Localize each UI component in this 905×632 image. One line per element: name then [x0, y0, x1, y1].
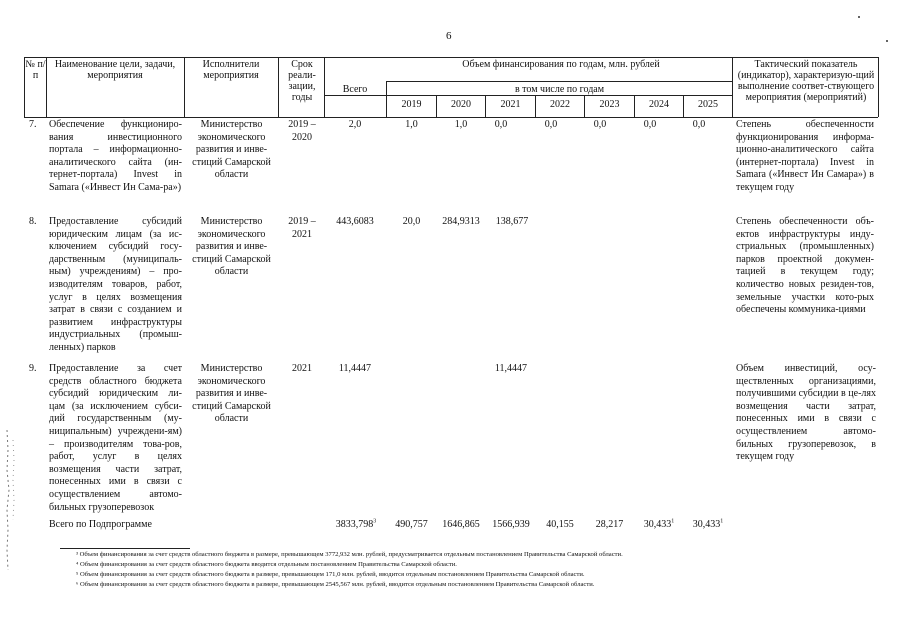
footnote: ⁵ Объем финансирования за счет средств областного бюджета в размере, превышающем 171,0 млн. рублей, вводится отдельным постановлением Правительства Самарской области. [76, 571, 585, 578]
header-year-2022: 2022 [550, 99, 570, 110]
totals-value-2025: 30,433$^1$ [692, 518, 724, 530]
row-name: Предоставление субсидий юридическим лицам (за ис-ключением субсидий госу-дарственным (муниципаль-ным) учреждениям) – про-изводителям товаров, работ, услуг в целях возмещения затрат в связи с созданием и развитием инфраструктуры индустриальных (промыш-ленных) парков [49, 216, 182, 353]
row-value-2021: 11,4447 [494, 363, 528, 374]
row-value-2021: 138,677 [495, 216, 529, 227]
row-total: 2,0 [348, 119, 362, 130]
header-no: № п/п [25, 59, 46, 81]
row-executor: Министерство экономического развития и инве-стиций Самарской области [192, 216, 271, 278]
header-year-2024: 2024 [649, 99, 669, 110]
row-value-2020: 1,0 [454, 119, 468, 130]
row-term: 2021 [292, 363, 312, 374]
row-value-2024: 0,0 [643, 119, 657, 130]
footnote: ³ Объем финансирования за счет средств областного бюджета в размере, превышающем 3772,932 млн. рублей, предусматривается отдельным постановлением Правительства Самарской области. [76, 551, 623, 558]
totals-total: 3833,798$^3$ [335, 518, 377, 530]
totals-value-2019: 490,757 [395, 519, 428, 530]
row-value-2022: 0,0 [544, 119, 558, 130]
totals-value-2020: 1646,865 [442, 519, 480, 530]
row-indicator: Степень обеспеченности функционирования информа-ционно-аналитического сайта (интернет-портала) Invest in Samara («Инвест Ин Самара») в текущем году [736, 119, 874, 193]
header-term: Срок реали-зации, годы [288, 59, 316, 103]
scan-speck [858, 16, 860, 18]
header-year-2019: 2019 [401, 99, 422, 110]
row-value-2019: 20,0 [402, 216, 421, 227]
row-executor: Министерство экономического развития и инве-стиций Самарской области [192, 119, 271, 181]
row-value-2020: 284,9313 [442, 216, 480, 227]
row-indicator: Степень обеспеченности объ-ектов инфраструктуры инду-стриальных (промышленных) парков проектной докумен-тацией в текущем году; количество новых резиден-тов, земельные участки кото-рых обеспечены коммуника-циями [736, 216, 874, 316]
totals-value-2023: 28,217 [595, 519, 624, 530]
totals-value-2021: 1566,939 [492, 519, 530, 530]
footnote: ⁴ Объем финансирования за счет средств областного бюджета вводится отдельным постановлением Правительства Самарской области. [76, 561, 457, 568]
header-executors: Исполнители мероприятия [202, 59, 260, 81]
scan-edge-mark [5, 430, 17, 570]
header-year-2025: 2025 [698, 99, 718, 110]
row-number: 7. [29, 119, 37, 130]
row-term: 2019 – 2021 [288, 216, 316, 240]
row-number: 9. [29, 363, 37, 374]
row-term: 2019 – 2020 [288, 119, 316, 143]
row-total: 11,4447 [338, 363, 372, 374]
row-name: Предоставление за счет средств областного бюджета субсидий юридическим ли-цам (за исключением субси-дий государственным (му-ниципальным) учреждени-ям) – производителям това-ров, работ, услуг в целях возмещения части затрат, понесенных ими в связи с осуществлением автомо-бильных грузоперевозок [49, 363, 182, 513]
header-year-2020: 2020 [451, 99, 471, 110]
header-total: Всего [342, 84, 368, 95]
footnote-separator [60, 548, 190, 549]
totals-value-2022: 40,155 [546, 519, 574, 530]
scan-speck [886, 40, 888, 42]
row-indicator: Объем инвестиций, осу-ществленных организациями, получившими субсидии в це-лях возмещения части затрат, понесенных ими в связи с осуществлением автомо-бильных грузоперевозок, в текущем году [736, 363, 876, 463]
totals-label: Всего по Подпрограмме [49, 519, 152, 530]
row-name: Обеспечение функциониро-вания инвестиционного портала – информационно-аналитического сайта (ин-тернет-портала) Invest in Samara («Инвест Ин Сама-ра») [49, 119, 182, 193]
row-value-2025: 0,0 [692, 119, 706, 130]
header-year-2023: 2023 [599, 99, 620, 110]
totals-value-2024: 30,433$^1$ [643, 518, 675, 530]
row-value-2023: 0,0 [593, 119, 607, 130]
row-number: 8. [29, 216, 37, 227]
footnote: ⁶ Объем финансирования за счет средств областного бюджета в размере, превышающем 2545,567 млн. рублей, вводится отдельным постановлением Правительства Самарской области. [76, 581, 595, 588]
row-value-2019: 1,0 [405, 119, 418, 130]
row-executor: Министерство экономического развития и инве-стиций Самарской области [192, 363, 271, 425]
row-total: 443,6083 [336, 216, 374, 227]
header-funding: Объем финансирования по годам, млн. рублей [462, 59, 660, 70]
row-value-2021: 0,0 [494, 119, 508, 130]
page-number: 6 [446, 30, 452, 42]
header-incl-years: в том числе по годам [514, 84, 605, 95]
header-indicator: Тактический показатель (индикатор), характеризую-щий выполнение соответ-ствующего мероприятия (мероприятий) [737, 59, 875, 103]
header-name: Наименование цели, задачи, мероприятия [54, 59, 176, 81]
header-year-2021: 2021 [500, 99, 521, 110]
